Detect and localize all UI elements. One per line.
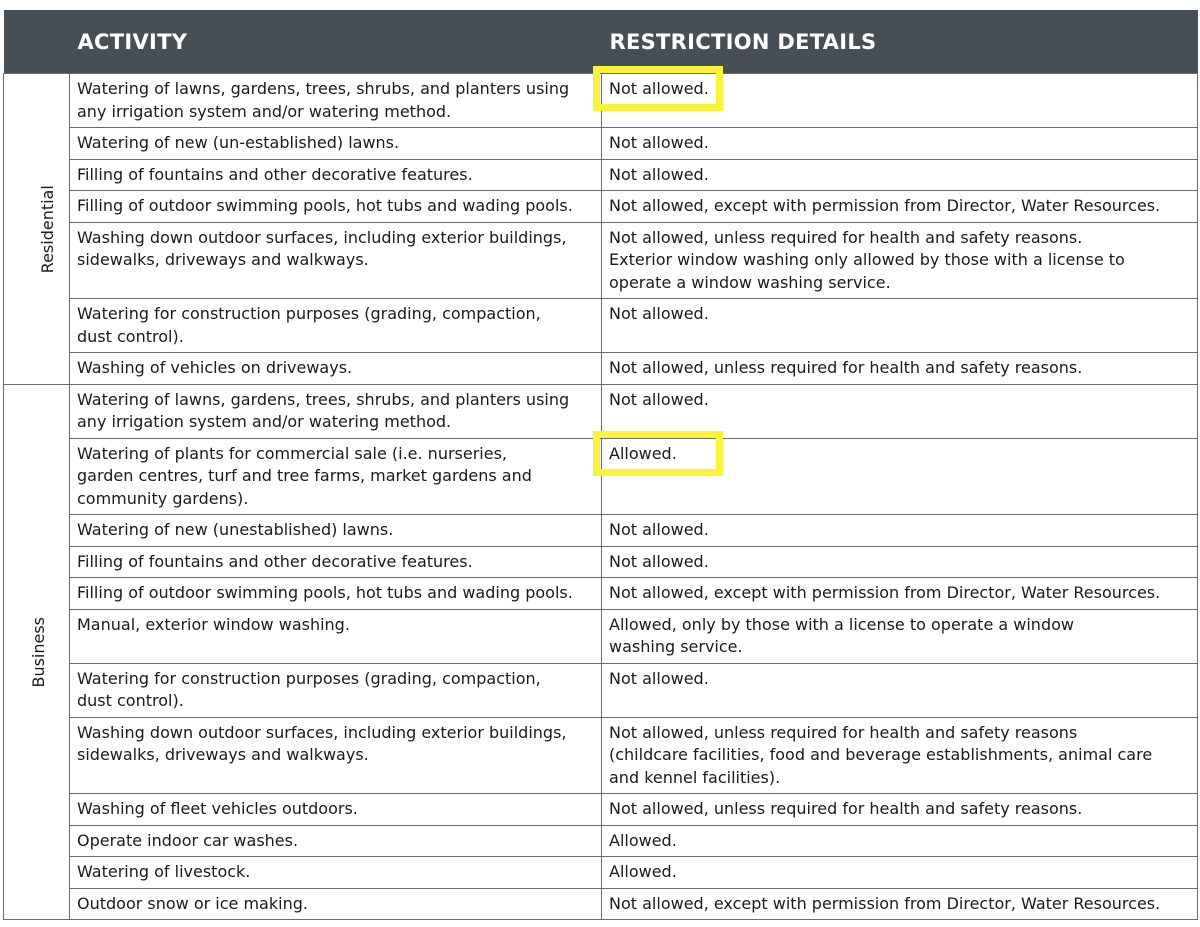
activity-cell: [70, 888, 602, 920]
restriction-detail-text: Not allowed.: [609, 520, 709, 539]
restriction-detail-text: Not allowed.: [609, 389, 709, 409]
restriction-detail-cell: [602, 299, 1198, 353]
table-row: [4, 128, 1198, 160]
activity-text: Washing down outdoor surfaces, including exterior buildings, sidewalks, driveways and walkways.: [77, 227, 567, 269]
restriction-detail-text: Not allowed, except with permission from Director, Water Resources.: [609, 583, 1161, 602]
activity-cell: [70, 578, 602, 610]
table-row: [4, 353, 1198, 385]
activity-text: Washing of fleet vehicles outdoors.: [77, 799, 358, 818]
restriction-detail-text: Not allowed.: [609, 164, 709, 184]
details-column-header: RESTRICTION DETAILS: [602, 10, 1198, 74]
restriction-detail-text: Not allowed, except with permission from Director, Water Resources.: [609, 893, 1161, 913]
restriction-detail-cell: [602, 546, 1198, 578]
table-row: [4, 74, 1198, 128]
table-row: [4, 578, 1198, 610]
table-row: [4, 515, 1198, 547]
activity-text: Watering for construction purposes (grading, compaction, dust control).: [77, 304, 541, 346]
activity-text: Filling of outdoor swimming pools, hot tubs and wading pools.: [77, 583, 573, 602]
activity-text: Washing down outdoor surfaces, including exterior buildings, sidewalks, driveways and walkways.: [77, 722, 567, 764]
activity-text: Outdoor snow or ice making.: [77, 893, 308, 913]
table-row: [4, 159, 1198, 191]
activity-cell: [70, 515, 602, 547]
activity-text: Filling of fountains and other decorative features.: [77, 551, 473, 571]
restriction-detail-text: Not allowed, unless required for health and safety reasons. Exterior window washing only allowed by those with a license to operate a window washing service.: [609, 227, 1125, 292]
restriction-detail-cell: [602, 353, 1198, 385]
group-label: Residential: [37, 184, 57, 273]
restriction-detail-text: Not allowed.: [609, 551, 709, 571]
restriction-detail-cell: [602, 222, 1198, 299]
activity-cell: [70, 717, 602, 794]
activity-text: Watering of lawns, gardens, trees, shrubs, and planters using any irrigation system and/or watering method.: [77, 389, 570, 431]
restriction-detail-cell: [602, 825, 1198, 857]
restriction-detail-text: Not allowed.: [609, 133, 709, 152]
activity-cell: [70, 159, 602, 191]
table-row: [4, 794, 1198, 826]
restriction-detail-cell: [602, 857, 1198, 889]
restriction-detail-text: Not allowed, unless required for health and safety reasons.: [609, 799, 1083, 818]
activity-text: Operate indoor car washes.: [77, 830, 299, 850]
table-row: [4, 825, 1198, 857]
restriction-detail-text: Allowed.: [609, 862, 677, 881]
activity-text: Manual, exterior window washing.: [77, 614, 350, 634]
table-row: [4, 191, 1198, 223]
restriction-detail-cell: [602, 578, 1198, 610]
activity-cell: [70, 794, 602, 826]
restriction-detail-cell: [602, 888, 1198, 920]
group-label-cell: [4, 384, 70, 920]
restrictions-table: [3, 10, 1198, 920]
activity-cell: [70, 191, 602, 223]
activity-cell: [70, 299, 602, 353]
activity-text: Watering of new (unestablished) lawns.: [77, 520, 394, 539]
table-row: [4, 857, 1198, 889]
activity-column-header: ACTIVITY: [70, 10, 602, 74]
restriction-detail-cell: [602, 74, 1198, 128]
restriction-detail-cell: [602, 384, 1198, 438]
restriction-detail-cell: [602, 609, 1198, 663]
activity-cell: [70, 546, 602, 578]
table-row: [4, 438, 1198, 515]
table-row: [4, 717, 1198, 794]
restriction-detail-cell: [602, 438, 1198, 515]
activity-cell: [70, 857, 602, 889]
activity-cell: [70, 663, 602, 717]
restriction-detail-text: Allowed, only by those with a license to operate a window washing service.: [609, 614, 1074, 656]
restriction-detail-cell: [602, 159, 1198, 191]
table-row: [4, 663, 1198, 717]
group-label: Business: [29, 616, 49, 688]
table-row: [4, 888, 1198, 920]
activity-text: Watering of lawns, gardens, trees, shrubs, and planters using any irrigation system and/or watering method.: [77, 79, 570, 121]
activity-text: Watering for construction purposes (grading, compaction, dust control).: [77, 668, 541, 710]
restriction-detail-text: Allowed.: [609, 830, 677, 850]
table-row: [4, 384, 1198, 438]
group-label-cell: [4, 74, 70, 385]
table-body: [4, 74, 1198, 920]
activity-text: Filling of fountains and other decorative features.: [77, 164, 473, 184]
activity-cell: [70, 384, 602, 438]
restriction-detail-cell: [602, 663, 1198, 717]
table-row: [4, 609, 1198, 663]
activity-text: Watering of livestock.: [77, 862, 251, 881]
table-row: [4, 546, 1198, 578]
restriction-detail-cell: [602, 128, 1198, 160]
restriction-detail-cell: [602, 515, 1198, 547]
activity-text: Watering of plants for commercial sale (i.e. nurseries, garden centres, turf and tree farms, market gardens and community gardens).: [77, 443, 532, 508]
activity-cell: [70, 74, 602, 128]
activity-text: Filling of outdoor swimming pools, hot tubs and wading pools.: [77, 196, 573, 215]
table-row: [4, 299, 1198, 353]
activity-cell: [70, 353, 602, 385]
restriction-detail-cell: [602, 794, 1198, 826]
table-header-row: [4, 10, 1198, 74]
activity-cell: [70, 438, 602, 515]
table-row: [4, 222, 1198, 299]
restriction-detail-text: Not allowed, except with permission from Director, Water Resources.: [609, 196, 1161, 215]
restriction-detail-text: Not allowed, unless required for health and safety reasons.: [609, 358, 1083, 377]
restrictions-sheet: [3, 10, 1197, 920]
activity-cell: [70, 825, 602, 857]
restriction-detail-text: Not allowed.: [609, 304, 709, 323]
restriction-detail-text: Not allowed, unless required for health and safety reasons (childcare facilities, food and beverage establishments, animal care and kennel facilities).: [609, 722, 1153, 787]
group-column-header: [4, 10, 70, 74]
activity-cell: [70, 128, 602, 160]
activity-cell: [70, 222, 602, 299]
restriction-detail-cell: [602, 191, 1198, 223]
restriction-detail-text: Allowed.: [609, 443, 677, 463]
activity-text: Watering of new (un-established) lawns.: [77, 133, 400, 152]
restriction-detail-cell: [602, 717, 1198, 794]
activity-cell: [70, 609, 602, 663]
restriction-detail-text: Not allowed.: [609, 668, 709, 688]
restriction-detail-text: Not allowed.: [609, 79, 709, 98]
activity-text: Washing of vehicles on driveways.: [77, 358, 353, 377]
